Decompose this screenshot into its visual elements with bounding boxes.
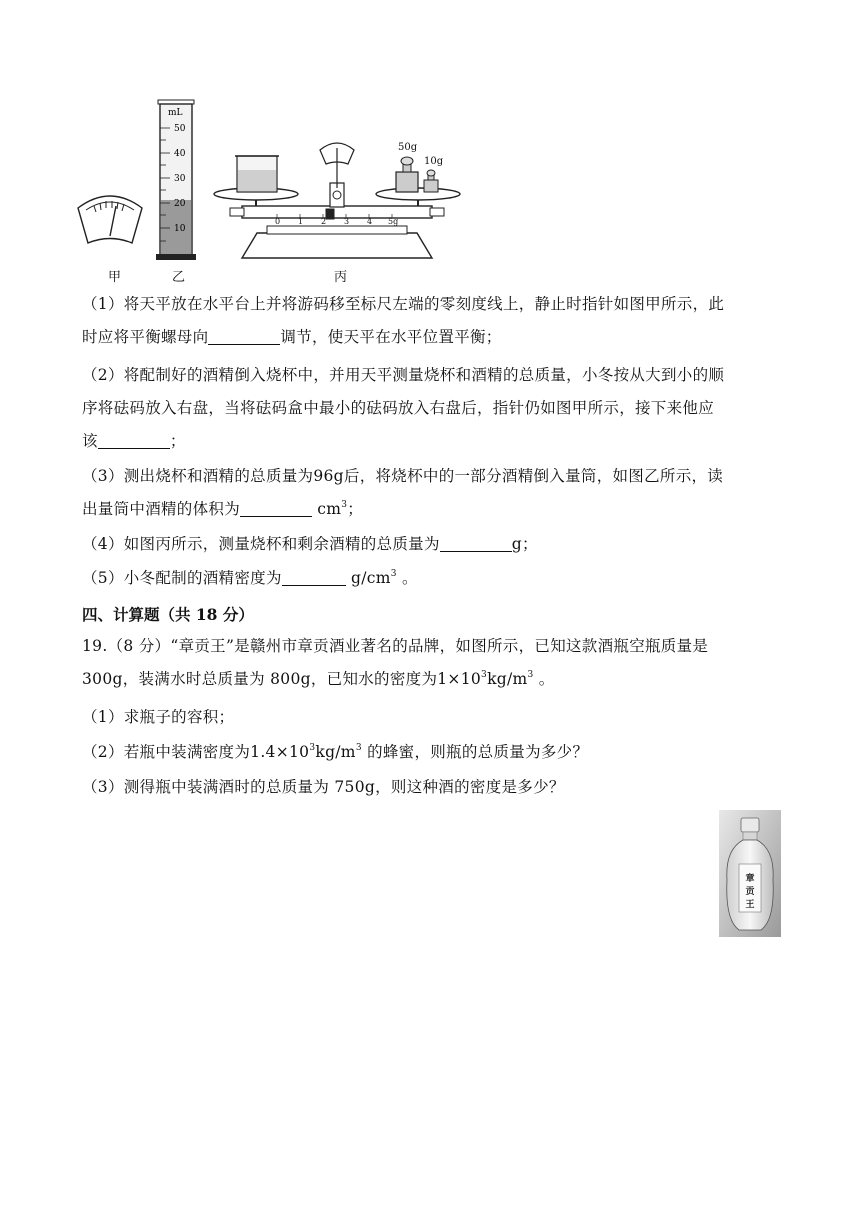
cylinder-tick-50: 50 — [174, 124, 186, 134]
q18-part3 — [82, 460, 782, 526]
q18-p1-line2: 时应将平衡螺母向 调节，使天平在水平位置平衡； — [82, 328, 502, 346]
bottle-label-char-1: 章 — [745, 874, 755, 884]
answer-blank — [208, 326, 280, 345]
answer-blank — [440, 533, 512, 552]
rider-tick-5g: 5g — [388, 217, 399, 226]
experiment-figure — [72, 98, 492, 286]
weight-label-10g: 10g — [424, 156, 444, 167]
q18-p2-line3: 该 ； — [82, 432, 186, 450]
section-title-calculation: 四、计算题（共 18 分） — [82, 605, 254, 624]
q18-part5: （5）小冬配制的酒精密度为 $g/cm^3$ 。 — [82, 569, 418, 587]
q19-part2: （2）若瓶中装满密度为$1.4\times 10^3kg/m^3$ 的蜂蜜，则瓶的总质量为多少？ — [82, 743, 589, 761]
q18-p2-line1: （2）将配制好的酒精倒入烧杯中，并用天平测量烧杯和酒精的总质量，小冬按从大到小的顺 — [82, 366, 725, 384]
pointer-dial-icon — [78, 196, 142, 243]
rider-tick-0: 0 — [275, 217, 281, 226]
q19-part3: （3）测得瓶中装满酒时的总质量为 750g，则这种酒的密度是多少？ — [82, 778, 565, 796]
cylinder-tick-10: 10 — [174, 224, 186, 234]
bottle-label-char-2: 贡 — [745, 887, 755, 897]
cylinder-tick-20: 20 — [174, 199, 186, 209]
figure-label-jia: 甲 — [108, 270, 122, 285]
q18-part1 — [82, 288, 782, 354]
answer-blank — [98, 430, 170, 449]
q19-intro-line2: 300g，装满水时总质量为 800g，已知水的密度为$1\times 10^3kg/m^3$ 。 — [82, 670, 555, 688]
q18-p3-line1: （3）测出烧杯和酒精的总质量为96g后，将烧杯中的一部分酒精倒入量筒，如图乙所示，读 — [82, 467, 724, 485]
answer-blank — [282, 567, 346, 586]
q19-part1: （1）求瓶子的容积； — [82, 708, 235, 726]
bottle-label-char-3: 王 — [745, 900, 755, 910]
liquor-bottle-image — [719, 810, 781, 937]
q19-intro — [82, 630, 782, 696]
q19-intro-line1: 19.（8 分）“章贡王”是赣州市章贡酒业著名的品牌，如图所示，已知这款酒瓶空瓶质量是 — [82, 637, 709, 655]
q18-p1-line1: （1）将天平放在水平台上并将游码移至标尺左端的零刻度线上，静止时指针如图甲所示，此 — [82, 295, 725, 313]
q18-p2-line2: 序将砝码放入右盘，当将砝码盒中最小的砝码放入右盘后，指针仍如图甲所示，接下来他应 — [82, 399, 715, 417]
answer-blank — [240, 498, 312, 517]
rider-tick-4: 4 — [367, 217, 373, 226]
rider-tick-2: 2 — [321, 217, 327, 226]
cylinder-tick-30: 30 — [174, 174, 186, 184]
graduated-cylinder — [156, 100, 196, 260]
cylinder-unit: mL — [168, 108, 183, 118]
q18-p3-line2: 出量筒中酒精的体积为 $cm^3$； — [82, 500, 364, 518]
q18-part2 — [82, 359, 782, 458]
cylinder-tick-40: 40 — [174, 149, 186, 159]
figure-label-bing: 丙 — [334, 270, 348, 285]
figure-label-yi: 乙 — [172, 270, 186, 285]
rider-tick-3: 3 — [344, 217, 350, 226]
rider-tick-1: 1 — [298, 217, 304, 226]
weight-label-50g: 50g — [398, 142, 418, 153]
q18-part4: （4）如图丙所示，测量烧杯和剩余酒精的总质量为 g； — [82, 535, 538, 553]
